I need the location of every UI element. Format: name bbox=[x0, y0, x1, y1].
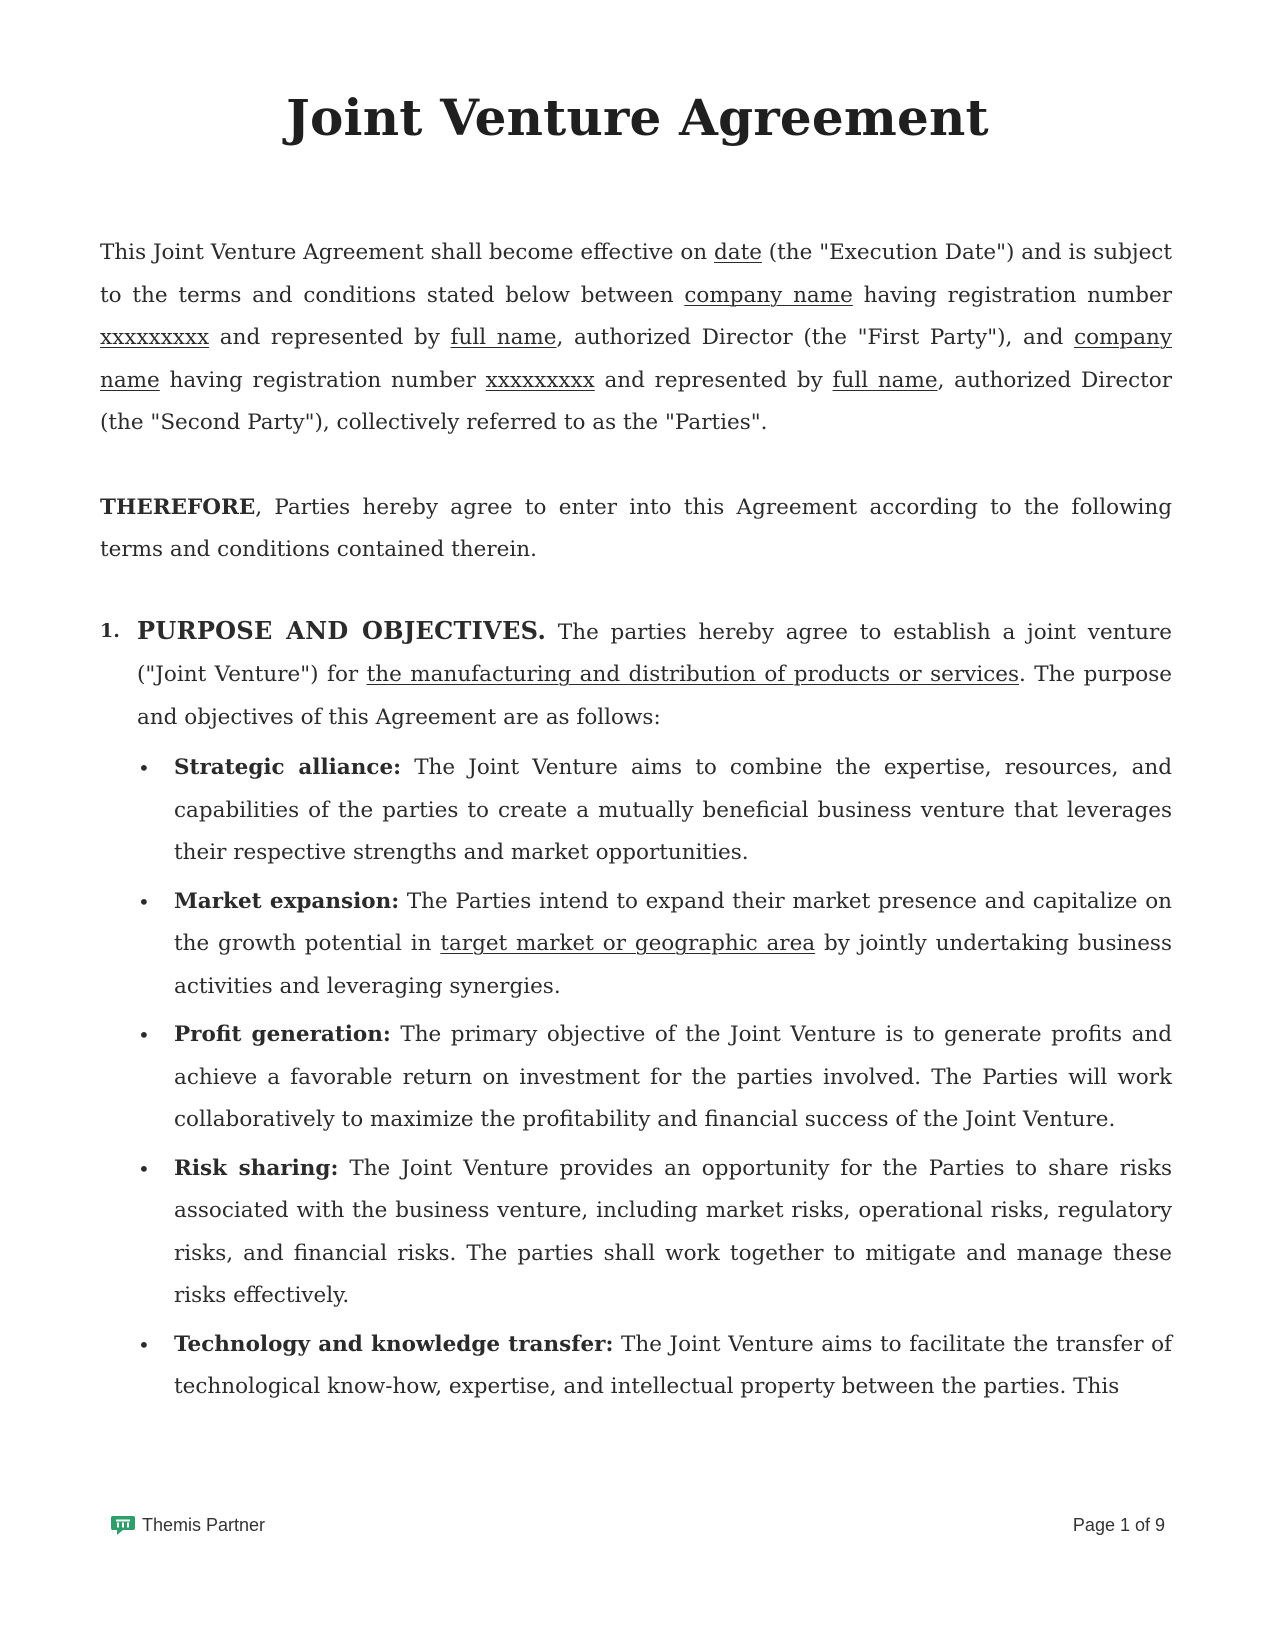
list-item bbox=[137, 1014, 1172, 1142]
intro-paragraph bbox=[100, 232, 1172, 445]
bullet-text: by jointly undertaking business activities and leveraging synergies. bbox=[174, 931, 1172, 999]
bullet-term: Technology and knowledge transfer: bbox=[174, 1331, 614, 1357]
bullet-icon: • bbox=[138, 889, 150, 914]
company-name-placeholder-2: company name bbox=[100, 325, 1173, 393]
bullet-icon: • bbox=[138, 756, 150, 780]
bullet-icon: • bbox=[138, 1332, 150, 1357]
company-name-placeholder-1: company name bbox=[684, 282, 853, 308]
bullet-term: Profit generation: bbox=[174, 1022, 391, 1047]
document-body bbox=[100, 232, 1172, 1415]
intro-text: (the "Execution Date") and is subject to the terms and conditions stated below between bbox=[100, 240, 1172, 308]
full-name-placeholder-2: full name bbox=[832, 367, 938, 393]
section-purpose-and-objectives bbox=[100, 610, 1172, 1409]
bullet-text: The Joint Venture provides an opportunity for the Parties to share risks associated with the business venture, including market risks, operational risks, regulatory risks, and financial risks. The parties shall work together to mitigate and manage these risks effectively. bbox=[174, 1155, 1172, 1308]
bullet-text: The primary objective of the Joint Venture is to generate profits and achieve a favorable return on investment for the parties involved. The Parties will work collaboratively to maximize the profitability and financial success of the Joint Venture. bbox=[174, 1022, 1172, 1132]
date-placeholder: date bbox=[713, 240, 762, 265]
registration-number-placeholder-2: xxxxxxxxx bbox=[485, 367, 595, 393]
list-item bbox=[137, 881, 1172, 1009]
themis-pillar-logo-icon bbox=[110, 1513, 136, 1537]
objectives-list bbox=[137, 747, 1172, 1409]
page-number: Page 1 of 9 bbox=[1072, 1515, 1165, 1535]
bullet-term: Risk sharing: bbox=[174, 1155, 339, 1181]
therefore-keyword: THEREFORE bbox=[100, 494, 256, 520]
registration-number-placeholder-1: xxxxxxxxx bbox=[100, 325, 210, 350]
bullet-text: The Parties intend to expand their market presence and capitalize on the growth potential in bbox=[174, 888, 1172, 956]
section-number: 1. bbox=[100, 619, 120, 642]
bullet-text: The Joint Venture aims to facilitate the transfer of technological know-how, expertise, and intellectual property between the parties. This bbox=[174, 1331, 1172, 1399]
intro-text: This Joint Venture Agreement shall become effective on bbox=[100, 240, 714, 265]
section-text: The parties hereby agree to establish a joint venture ("Joint Venture") for bbox=[137, 619, 1173, 687]
bullet-term: Market expansion: bbox=[174, 888, 400, 914]
intro-text: , authorized Director (the "Second Party"), collectively referred to as the "Parties". bbox=[100, 367, 1173, 435]
intro-text: and represented by bbox=[594, 367, 833, 393]
brand bbox=[110, 1513, 265, 1537]
market-placeholder: target market or geographic area bbox=[440, 931, 816, 956]
bullet-text: The Joint Venture aims to combine the expertise, resources, and capabilities of the parties to create a mutually beneficial business venture that leverages their respective strengths and market opportunities. bbox=[174, 755, 1173, 865]
section-heading: PURPOSE AND OBJECTIVES. bbox=[137, 615, 547, 645]
intro-text: and represented by bbox=[209, 325, 451, 350]
document-title: Joint Venture Agreement bbox=[286, 88, 989, 147]
list-item bbox=[137, 747, 1172, 875]
brand-name: Themis Partner bbox=[142, 1514, 266, 1535]
bullet-icon: • bbox=[138, 1023, 150, 1047]
intro-text: , authorized Director (the "First Party"), and bbox=[556, 325, 1075, 350]
section-list bbox=[100, 610, 1172, 1409]
therefore-text: , Parties hereby agree to enter into this Agreement according to the following terms and conditions contained therein. bbox=[100, 494, 1172, 562]
list-item bbox=[137, 1148, 1172, 1318]
section-text: . The purpose and objectives of this Agreement are as follows: bbox=[137, 662, 1172, 730]
list-item bbox=[137, 1324, 1172, 1409]
bullet-icon: • bbox=[138, 1156, 150, 1181]
full-name-placeholder-1: full name bbox=[450, 325, 557, 350]
purpose-placeholder: the manufacturing and distribution of products or services bbox=[366, 662, 1019, 687]
intro-text: having registration number bbox=[852, 282, 1173, 308]
bullet-term: Strategic alliance: bbox=[174, 755, 402, 780]
intro-text: having registration number bbox=[159, 367, 486, 393]
page-footer bbox=[110, 1513, 1165, 1543]
therefore-paragraph bbox=[100, 487, 1172, 572]
